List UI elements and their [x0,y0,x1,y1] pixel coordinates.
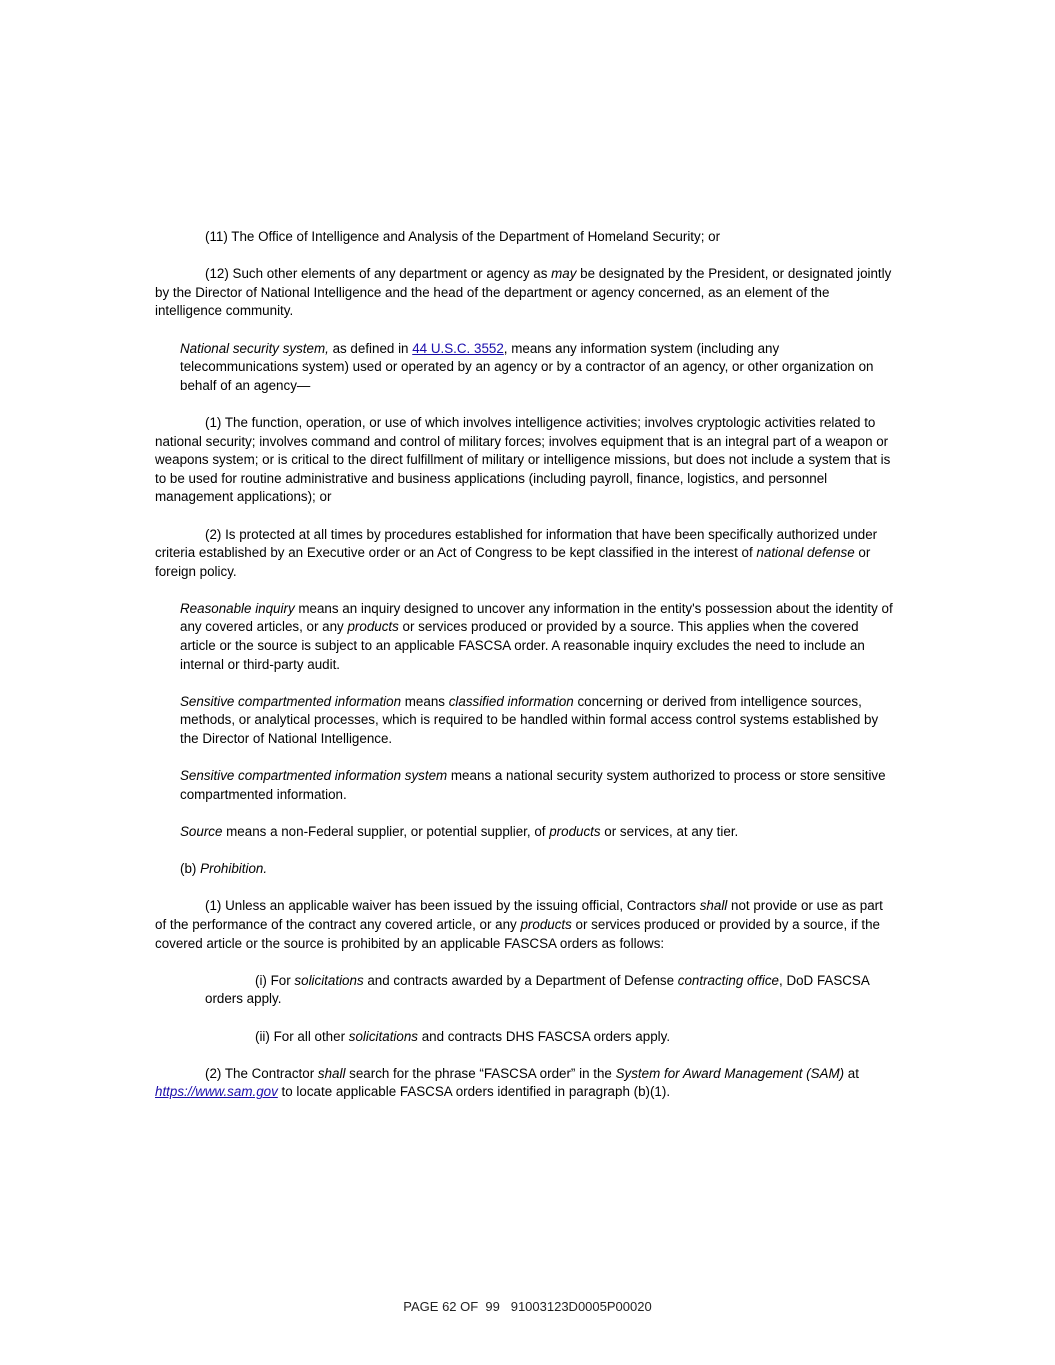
definition-national-security-system: National security system, as defined in 44 U.S.C. 3552, means any information system (including any telecommunications system) used or operated by an agency or by a contractor of an agency, or other organization on behalf of an agency— [180,340,874,393]
paragraph-12: (12) Such other elements of any department or agency as may be designated by the President, or designated jointly by the Director of National Intelligence and the head of the department or agency concerned, as an element of the intelligence community. [155,266,892,319]
definition-sci-system: Sensitive compartmented information system means a national security system authorized to process or store sensitive compartmented information. [180,768,886,802]
nss-clause-2: (2) Is protected at all times by procedures established for information that have been specifically authorized under criteria established by an Executive order or an Act of Congress to be kept classified in the interest of national defense or foreign policy. [155,526,878,579]
section-b-heading: (b) Prohibition. [180,861,268,877]
section-b-1-ii: (ii) For all other solicitations and contracts DHS FASCSA orders apply. [255,1028,671,1044]
paragraph-11: (11) The Office of Intelligence and Analysis of the Department of Homeland Security; or [205,229,721,244]
definition-source: Source means a non-Federal supplier, or potential supplier, of products or services, at any tier. [180,824,739,839]
usc-3552-link[interactable]: 44 U.S.C. 3552 [412,340,504,356]
definition-sensitive-compartmented-information: Sensitive compartmented information means classified information concerning or derived from intelligence sources, methods, or analytical processes, which is required to be handled within formal access control systems established by the Director of National Intelligence. [180,693,879,747]
section-b-1: (1) Unless an applicable waiver has been issued by the issuing official, Contractors shall not provide or use as part of the performance of the contract any covered article, or any products or services produced or provided by a source, if the covered article or the source is prohibited by an applicable FASCSA orders as follows: [155,898,883,951]
section-b-1-i: (i) For solicitations and contracts awarded by a Department of Defense contracting office, DoD FASCSA orders apply. [205,972,870,1007]
document-body [155,228,897,1121]
section-b-2: (2) The Contractor shall search for the phrase “FASCSA order” in the System for Award Management (SAM) at https://www.sam.gov to locate applicable FASCSA orders identified in paragraph (b)(1). [155,1065,859,1100]
sam-gov-link[interactable]: https://www.sam.gov [155,1084,278,1100]
page-footer: PAGE 62 OF 99 91003123D0005P00020 [403,1299,652,1314]
definition-reasonable-inquiry: Reasonable inquiry means an inquiry designed to uncover any information in the entity's possession about the identity of any covered articles, or any products or services produced or provided by a source. This applies when the covered article or the source is subject to an applicable FASCSA order. A reasonable inquiry excludes the need to include an internal or third-party audit. [180,600,893,672]
nss-clause-1: (1) The function, operation, or use of which involves intelligence activities; involves cryptologic activities related to national security; involves command and control of military forces; involves equipment that is an integral part of a weapon or weapons system; or is critical to the direct fulfillment of military or intelligence missions, but does not include a system that is to be used for routine administrative and business applications (including payroll, finance, logistics, and personnel management applications); or [155,414,891,505]
